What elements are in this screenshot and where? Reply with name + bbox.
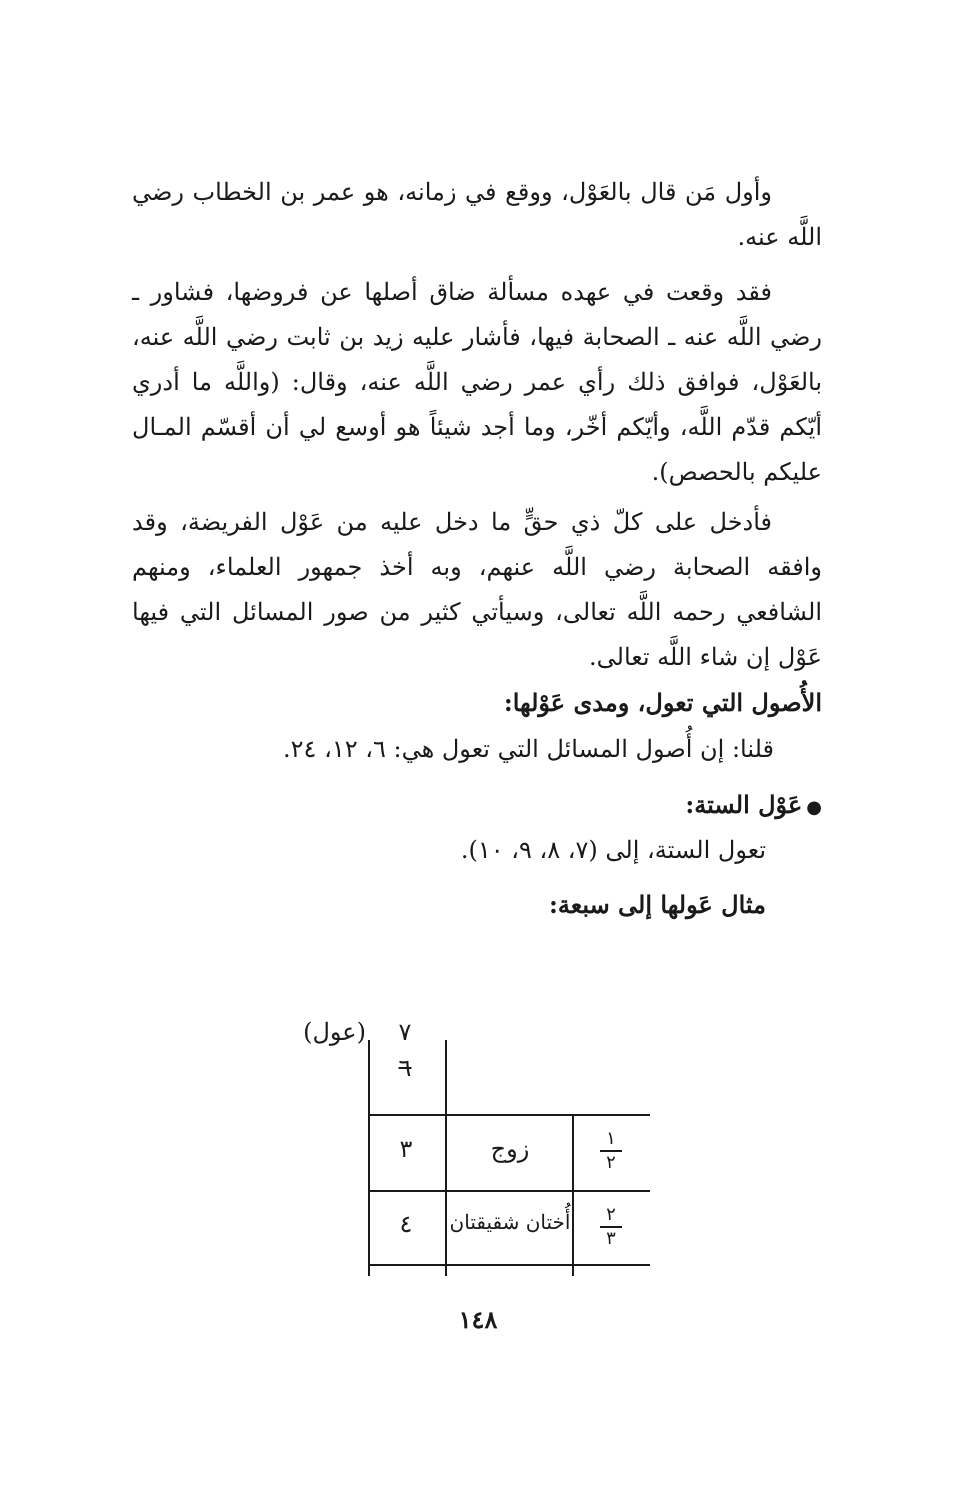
awl-label: (عول) [303,1018,366,1046]
inheritance-table [300,1010,660,1280]
fraction-denominator: ٣ [606,1228,616,1249]
bullet-icon: ● [806,797,822,818]
example-heading: مثال عَولها إلى سبعة: [549,890,766,919]
paragraph-text: فقد وقعت في عهده مسألة ضاق أصلها عن فروضها، فشاور ـ رضي اللَّه عنه ـ الصحابة فيها، فأشار عليه زيد بن ثابت رضي اللَّه عنه، بالعَوْل، فوافق ذلك رأي عمر رضي اللَّه عنه، وقال: (واللَّه ما أدري أيّكم قدّم اللَّه، وأيّكم أخّر، وما أجد شيئاً هو أوسع لي أن أقسّم المـال عليكم بالحصص). [132,278,822,486]
paragraph-first-awl [132,170,822,260]
portion-cell: ٣ [399,1135,413,1163]
paragraph-text: وأول مَن قال بالعَوْل، ووقع في زمانه، هو عمر بن الخطاب رضي اللَّه عنه. [132,178,822,251]
original-base-struck: ٦ [398,1054,412,1082]
portion-cell: ٤ [399,1210,413,1238]
paragraph-text: فأدخل على كلّ ذي حقٍّ ما دخل عليه من عَوْل الفريضة، وقد وافقه الصحابة رضي اللَّه عنهم، وبه أخذ جمهور العلماء، ومنهم الشافعي رحمه اللَّه تعالى، وسيأتي كثير من صور المسائل التي فيها عَوْل إن شاء اللَّه تعالى. [132,508,822,671]
page-number: ١٤٨ [458,1305,498,1334]
paragraph-incident [132,270,822,495]
table-rule [368,1190,650,1192]
section-heading-sitta [685,790,822,819]
awl-value: ٧ [398,1018,412,1046]
usul-statement: قلنا: إن أُصول المسائل التي تعول هي: ٦، ١٢، ٢٤. [283,735,774,763]
sitta-statement: تعول الستة، إلى (٧، ٨، ٩، ١٠). [460,836,766,864]
table-rule [572,1114,574,1276]
table-rule [445,1040,447,1276]
table-rule [368,1040,370,1276]
fraction-numerator: ٢ [606,1204,616,1225]
heading-text: عَوْل الستة: [685,790,803,819]
paragraph-consensus [132,500,822,680]
fraction-denominator: ٢ [606,1152,616,1173]
section-heading-usul: الأُصول التي تعول، ومدى عَوْلها: [503,688,822,717]
heir-cell: أُختان شقيقتان [449,1210,571,1234]
table-rule [368,1264,650,1266]
heir-cell: زوج [490,1135,530,1163]
table-rule [368,1114,650,1116]
share-fraction [596,1206,626,1248]
fraction-numerator: ١ [606,1128,616,1149]
share-fraction [596,1130,626,1172]
